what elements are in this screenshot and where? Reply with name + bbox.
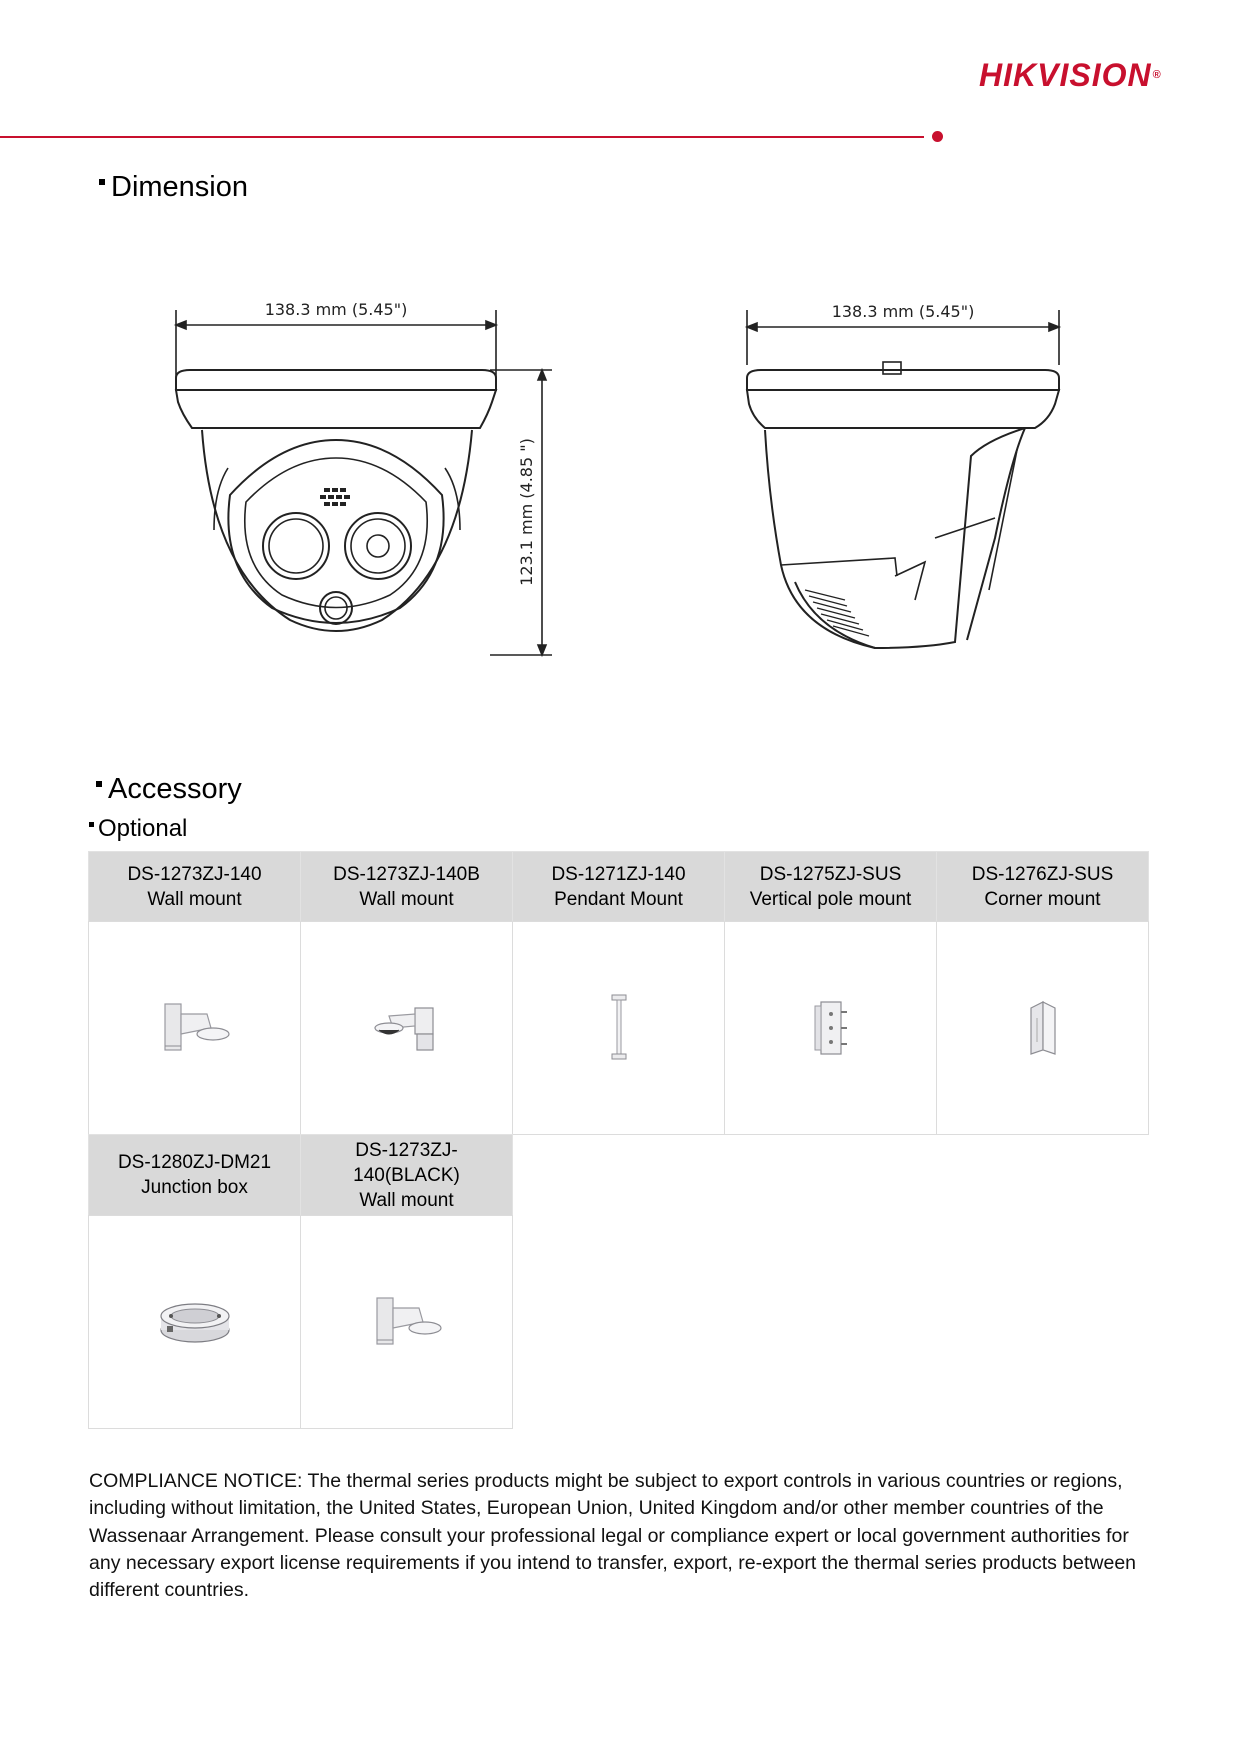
wall-mount-icon bbox=[371, 1294, 443, 1350]
pole-mount-icon bbox=[811, 998, 851, 1058]
accessory-header-cell bbox=[88, 1134, 301, 1216]
accessory-table bbox=[88, 851, 1152, 1431]
accessory-model: DS-1276ZJ-SUS bbox=[971, 863, 1114, 885]
accessory-name: Vertical pole mount bbox=[749, 888, 912, 910]
logo-text: HIKVISION bbox=[979, 57, 1152, 93]
accessory-header-cell bbox=[300, 1134, 513, 1216]
bullet-icon bbox=[99, 179, 105, 185]
accessory-image-cell bbox=[724, 921, 937, 1135]
accessory-image-cell bbox=[300, 921, 513, 1135]
accessory-header-cell bbox=[300, 851, 513, 922]
accessory-heading-text: Accessory bbox=[108, 773, 242, 805]
accessory-model: DS-1273ZJ-140 bbox=[127, 863, 262, 885]
hikvision-logo bbox=[979, 55, 1162, 95]
height-label: 123.1 mm (4.85 ") bbox=[517, 438, 536, 586]
accessory-name: Pendant Mount bbox=[554, 888, 683, 910]
accessory-model: DS-1271ZJ-140 bbox=[551, 863, 686, 885]
header-rule bbox=[0, 136, 924, 138]
dimension-heading bbox=[99, 170, 248, 204]
camera-front-view-drawing bbox=[160, 290, 560, 670]
accessory-name: Wall mount bbox=[147, 888, 242, 910]
wall-mount-box-icon bbox=[371, 1000, 443, 1056]
accessory-header-cell bbox=[724, 851, 937, 922]
accessory-name: Junction box bbox=[141, 1177, 248, 1198]
junction-box-icon bbox=[157, 1298, 233, 1346]
optional-heading bbox=[89, 814, 187, 844]
header-rule-dot bbox=[932, 131, 943, 142]
accessory-model: DS-1275ZJ-SUS bbox=[759, 863, 902, 885]
accessory-name: Wall mount bbox=[359, 1189, 454, 1211]
accessory-image-cell bbox=[300, 1215, 513, 1429]
accessory-model: DS-1273ZJ-140B bbox=[333, 863, 480, 885]
side-width-label: 138.3 mm (5.45") bbox=[831, 302, 975, 321]
accessory-name: Corner mount bbox=[984, 888, 1101, 910]
trademark-mark: ® bbox=[1152, 69, 1162, 81]
accessory-image-cell bbox=[88, 921, 301, 1135]
wall-mount-icon bbox=[159, 1000, 231, 1056]
accessory-image-cell bbox=[88, 1215, 301, 1429]
accessory-header-cell bbox=[512, 851, 725, 922]
dimension-heading-text: Dimension bbox=[111, 171, 248, 203]
accessory-image-cell bbox=[512, 921, 725, 1135]
bullet-icon bbox=[89, 822, 94, 827]
accessory-image-cell bbox=[936, 921, 1149, 1135]
camera-side-view-drawing bbox=[735, 290, 1075, 670]
accessory-header-cell bbox=[88, 851, 301, 922]
accessory-model-line1: DS-1273ZJ- bbox=[355, 1139, 458, 1161]
accessory-heading bbox=[96, 772, 242, 806]
corner-mount-icon bbox=[1023, 998, 1063, 1058]
front-width-label: 138.3 mm (5.45") bbox=[264, 300, 408, 319]
accessory-model-line2: 140(BLACK) bbox=[353, 1164, 460, 1186]
accessory-name: Wall mount bbox=[359, 888, 454, 910]
accessory-model: DS-1280ZJ-DM21 bbox=[117, 1152, 272, 1173]
optional-heading-text: Optional bbox=[98, 815, 188, 842]
accessory-header-cell bbox=[936, 851, 1149, 922]
bullet-icon bbox=[96, 781, 102, 787]
compliance-notice: COMPLIANCE NOTICE: The thermal series products might be subject to export controls in various countries or regions, including without limitation, the United States, European Union, United Kingdom and/or other member countries of the Wassenaar Arrangement. Please consult your professional legal or compliance expert or local government authorities for any necessary export license requirements if you intend to transfer, export, re-export the thermal series products between different countries. bbox=[89, 1470, 1137, 1602]
pendant-mount-icon bbox=[604, 993, 634, 1063]
